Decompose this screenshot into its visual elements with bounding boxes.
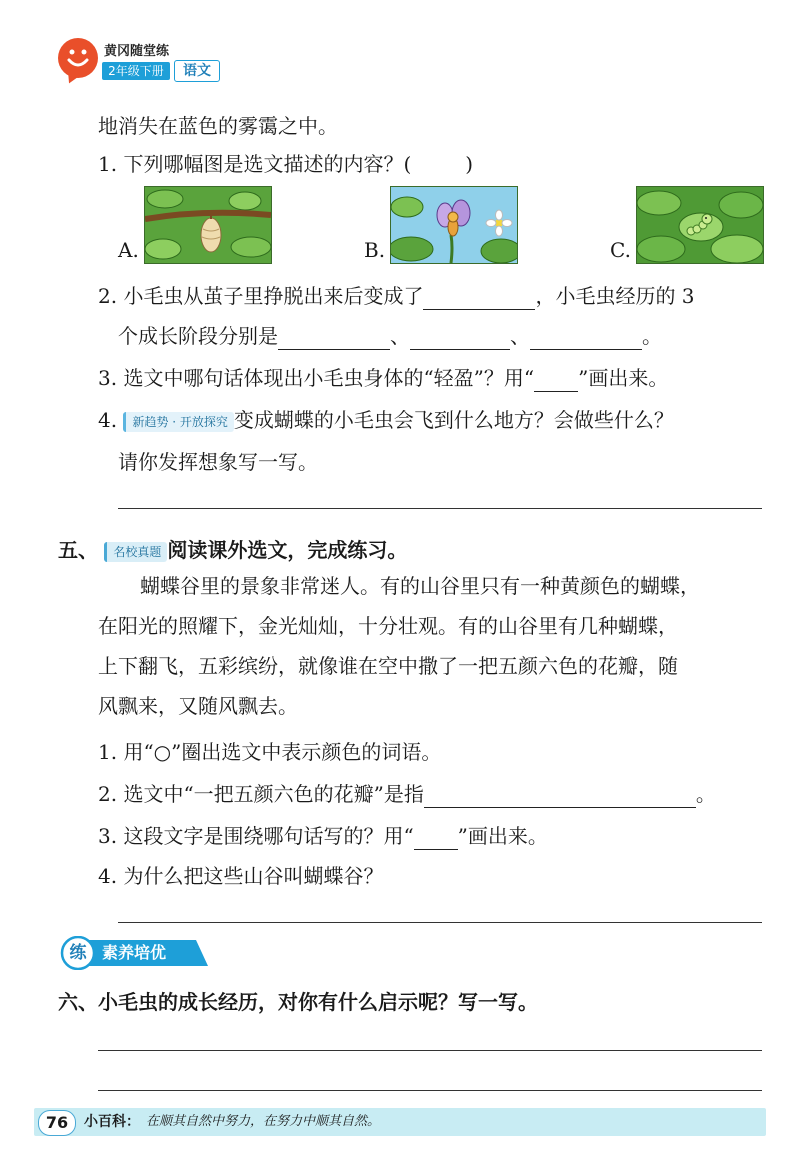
answer-line[interactable]	[98, 1050, 762, 1051]
passage-line: 蝴蝶谷里的景象非常迷人。有的山谷里只有一种黄颜色的蝴蝶，	[140, 574, 700, 598]
page-number: 76	[38, 1110, 76, 1136]
section-5-heading: 五、 名校真题 阅读课外选文，完成练习。	[58, 538, 408, 562]
answer-line[interactable]	[118, 922, 762, 923]
question-4-4-line2: 请你发挥想象写一写。	[118, 450, 318, 474]
option-b-label: B.	[364, 238, 386, 262]
brand-title: 黄冈随堂练	[104, 44, 170, 59]
question-4-4: 4. 新趋势 · 开放探究 变成蝴蝶的小毛虫会飞到什么地方？会做些什么？	[98, 408, 674, 432]
option-b-image[interactable]	[390, 186, 518, 264]
practice-icon: 练	[69, 943, 87, 963]
practice-label: 素养培优	[102, 943, 167, 962]
answer-line[interactable]	[98, 1090, 762, 1091]
underline-sample	[414, 829, 458, 850]
footer-label: 小百科：	[84, 1114, 140, 1130]
option-a-image[interactable]	[144, 186, 272, 264]
question-5-3: 3. 这段文字是围绕哪句话写的？用“ ”画出来。	[98, 824, 548, 848]
question-4-2-line2: 个成长阶段分别是 、 、 。	[118, 324, 662, 348]
question-4-2-line1: 2. 小毛虫从茧子里挣脱出来后变成了 ，小毛虫经历的 3	[98, 284, 695, 308]
passage-line: 风飘来，又随风飘去。	[98, 694, 298, 718]
trend-tag: 新趋势 · 开放探究	[123, 412, 233, 432]
answer-blank[interactable]	[530, 329, 642, 350]
school-tag: 名校真题	[104, 542, 167, 562]
question-5-1: 1. 用“○”圈出选文中表示颜色的词语。	[98, 740, 442, 764]
butterfly-illustration	[391, 187, 517, 263]
question-5-2: 2. 选文中“一把五颜六色的花瓣”是指 。	[98, 782, 716, 806]
underline-sample	[534, 371, 578, 392]
answer-blank[interactable]	[410, 329, 510, 350]
section-title: 阅读课外选文，完成练习。	[167, 538, 408, 562]
question-4-1: 1. 下列哪幅图是选文描述的内容？( )	[98, 152, 474, 176]
subject-badge: 语文	[174, 60, 220, 82]
grade-badge: 2年级下册	[102, 62, 170, 80]
footer-tip: 在顺其自然中努力，在努力中顺其自然。	[146, 1114, 381, 1129]
section-6-heading: 六、小毛虫的成长经历，对你有什么启示呢？写一写。	[58, 990, 538, 1014]
footer-bar	[34, 1108, 766, 1136]
option-a-label: A.	[118, 238, 139, 262]
passage-line: 上下翻飞，五彩缤纷，就像谁在空中撒了一把五颜六色的花瓣，随	[98, 654, 678, 678]
smile-icon	[58, 38, 98, 78]
answer-blank[interactable]	[424, 787, 696, 808]
cocoon-illustration	[145, 187, 271, 263]
question-text: 1. 下列哪幅图是选文描述的内容？(	[98, 152, 412, 176]
option-c-image[interactable]	[636, 186, 764, 264]
question-4-3: 3. 选文中哪句话体现出小毛虫身体的“轻盈”？用“ ”画出来。	[98, 366, 669, 390]
answer-blank[interactable]	[423, 289, 535, 310]
answer-blank[interactable]	[278, 329, 390, 350]
option-c-label: C.	[610, 238, 631, 262]
answer-line[interactable]	[118, 508, 762, 509]
passage-line: 在阳光的照耀下，金光灿灿，十分壮观。有的山谷里有几种蝴蝶，	[98, 614, 678, 638]
carry-over-line: 地消失在蓝色的雾霭之中。	[98, 114, 338, 138]
question-5-4: 4. 为什么把这些山谷叫蝴蝶谷？	[98, 864, 384, 888]
caterpillar-illustration	[637, 187, 763, 263]
